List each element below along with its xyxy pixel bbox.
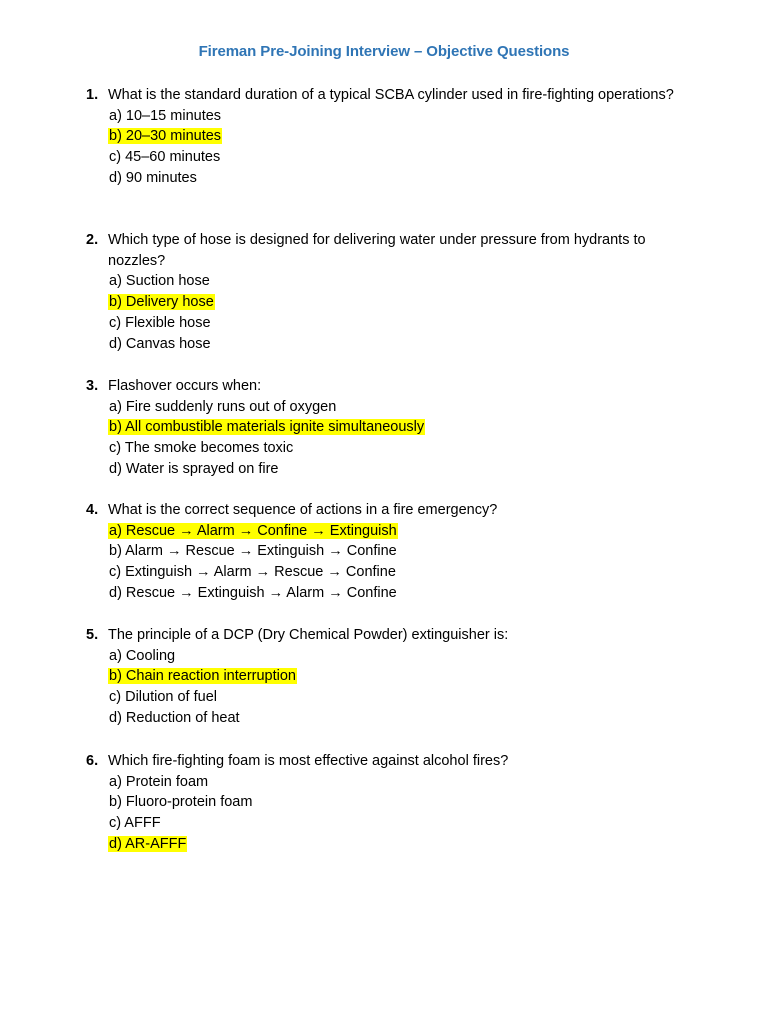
option-b bbox=[0, 417, 768, 438]
correct-answer-highlight: d) AR-AFFF bbox=[109, 835, 187, 852]
question-text: What is the standard duration of a typical SCBA cylinder used in fire-fighting operations? bbox=[108, 87, 674, 103]
option-d bbox=[0, 834, 768, 855]
question-4 bbox=[0, 500, 768, 604]
option-b: b) Fluoro-protein foam bbox=[109, 794, 253, 811]
option-b bbox=[0, 126, 768, 147]
correct-answer-highlight: b) 20–30 minutes bbox=[109, 128, 222, 145]
option-a: a) Suction hose bbox=[109, 273, 210, 290]
question-number: 4. bbox=[86, 502, 99, 518]
question-text: Which type of hose is designed for delivering water under pressure from hydrants to nozzles? bbox=[108, 232, 646, 269]
correct-answer-highlight: b) Delivery hose bbox=[109, 294, 214, 311]
option-c: c) AFFF bbox=[109, 815, 161, 832]
question-5 bbox=[0, 625, 768, 729]
option-c: c) 45–60 minutes bbox=[109, 149, 221, 166]
question-2 bbox=[0, 230, 768, 354]
option-d: d) Canvas hose bbox=[109, 335, 211, 352]
option-a: a) 10–15 minutes bbox=[109, 107, 222, 124]
correct-answer-highlight: a) Rescue → Alarm → Confine → Extinguish bbox=[109, 522, 397, 539]
option-b bbox=[0, 292, 768, 313]
question-number: 3. bbox=[86, 378, 99, 394]
question-text: Flashover occurs when: bbox=[108, 378, 262, 394]
option-d: d) Reduction of heat bbox=[109, 709, 240, 726]
option-c: c) Extinguish → Alarm → Rescue → Confine bbox=[109, 564, 396, 581]
correct-answer-highlight: b) Chain reaction interruption bbox=[109, 668, 296, 685]
option-a: a) Fire suddenly runs out of oxygen bbox=[109, 398, 337, 415]
option-b: b) Alarm → Rescue → Extinguish → Confine bbox=[109, 543, 397, 560]
option-b bbox=[0, 666, 768, 687]
option-a: a) Cooling bbox=[109, 647, 176, 664]
question-6 bbox=[0, 751, 768, 855]
question-number: 1. bbox=[86, 87, 99, 103]
question-3 bbox=[0, 376, 768, 480]
question-number: 2. bbox=[86, 232, 99, 248]
correct-answer-highlight: b) All combustible materials ignite simultaneously bbox=[109, 419, 425, 436]
question-text: What is the correct sequence of actions in a fire emergency? bbox=[108, 502, 498, 518]
option-d: d) 90 minutes bbox=[109, 169, 197, 186]
option-c: c) The smoke becomes toxic bbox=[109, 440, 294, 457]
question-text: The principle of a DCP (Dry Chemical Powder) extinguisher is: bbox=[108, 627, 509, 643]
question-number: 5. bbox=[86, 627, 99, 643]
question-text: Which fire-fighting foam is most effective against alcohol fires? bbox=[108, 753, 509, 769]
option-a bbox=[0, 521, 768, 542]
option-d: d) Rescue → Extinguish → Alarm → Confine bbox=[109, 584, 397, 601]
option-d: d) Water is sprayed on fire bbox=[109, 460, 279, 477]
option-a: a) Protein foam bbox=[109, 773, 209, 790]
page-title: Fireman Pre-Joining Interview – Objective Questions bbox=[198, 43, 570, 60]
option-c: c) Flexible hose bbox=[109, 314, 211, 331]
option-c: c) Dilution of fuel bbox=[109, 689, 217, 706]
question-number: 6. bbox=[86, 753, 99, 769]
question-1 bbox=[0, 85, 768, 189]
